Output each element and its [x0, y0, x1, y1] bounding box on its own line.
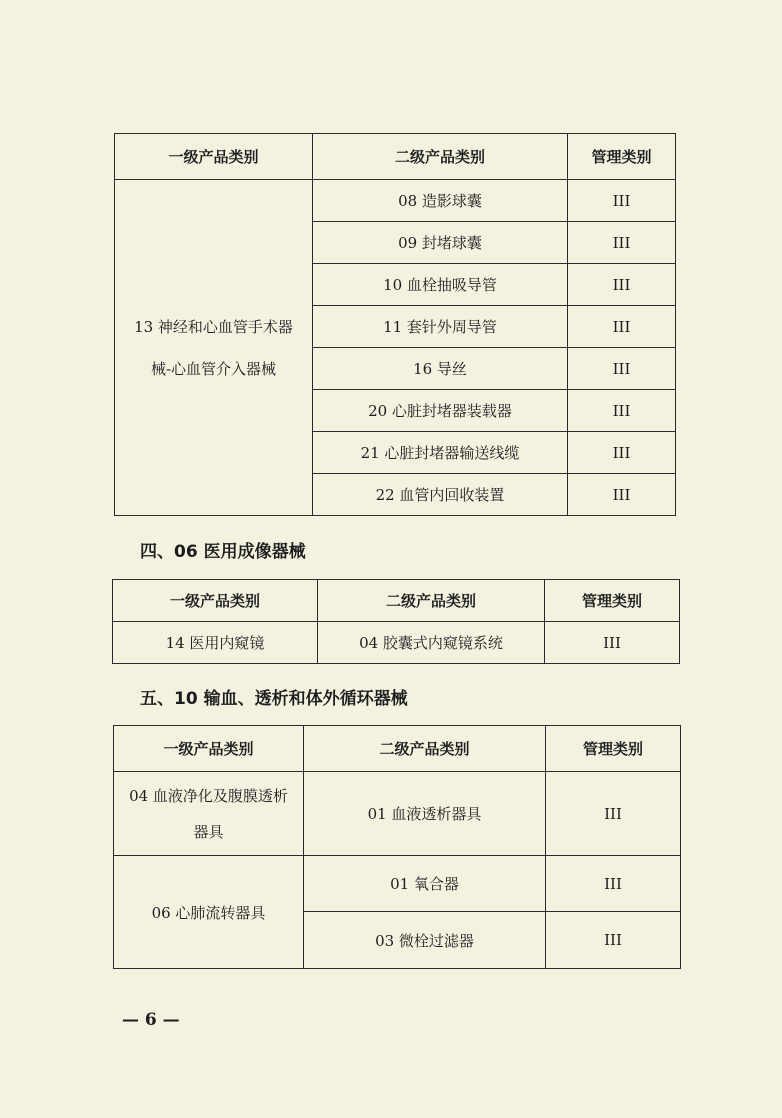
section-heading-imaging: 四、06 医用成像器械	[140, 542, 306, 562]
header-primary: 一级产品类别	[113, 580, 318, 622]
header-class: 管理类别	[546, 726, 681, 772]
section-heading-dialysis: 五、10 输血、透析和体外循环器械	[140, 689, 408, 709]
secondary-category: 10 血栓抽吸导管	[313, 264, 568, 306]
management-class: III	[568, 348, 676, 390]
secondary-category: 03 微栓过滤器	[304, 912, 546, 969]
management-class: III	[568, 180, 676, 222]
primary-category: 13 神经和心血管手术器械-心血管介入器械	[115, 180, 313, 516]
secondary-category: 04 胶囊式内窥镜系统	[318, 622, 545, 664]
management-class: III	[568, 306, 676, 348]
secondary-category: 08 造影球囊	[313, 180, 568, 222]
primary-category: 04 血液净化及腹膜透析器具	[114, 772, 304, 856]
secondary-category: 21 心脏封堵器输送线缆	[313, 432, 568, 474]
header-primary: 一级产品类别	[115, 134, 313, 180]
secondary-category: 22 血管内回收装置	[313, 474, 568, 516]
header-class: 管理类别	[568, 134, 676, 180]
management-class: III	[568, 474, 676, 516]
secondary-category: 16 导丝	[313, 348, 568, 390]
management-class: III	[568, 390, 676, 432]
table-imaging	[112, 579, 680, 664]
secondary-category: 09 封堵球囊	[313, 222, 568, 264]
management-class: III	[568, 432, 676, 474]
table-cardiovascular	[114, 133, 676, 516]
management-class: III	[545, 622, 680, 664]
management-class: III	[568, 222, 676, 264]
secondary-category: 20 心脏封堵器装载器	[313, 390, 568, 432]
management-class: III	[546, 912, 681, 969]
table-dialysis	[113, 725, 681, 969]
primary-category: 06 心肺流转器具	[114, 856, 304, 969]
secondary-category: 11 套针外周导管	[313, 306, 568, 348]
header-secondary: 二级产品类别	[318, 580, 545, 622]
primary-category: 14 医用内窥镜	[113, 622, 318, 664]
secondary-category: 01 氧合器	[304, 856, 546, 912]
header-primary: 一级产品类别	[114, 726, 304, 772]
header-secondary: 二级产品类别	[304, 726, 546, 772]
secondary-category: 01 血液透析器具	[304, 772, 546, 856]
header-class: 管理类别	[545, 580, 680, 622]
page-number: — 6 —	[122, 1010, 180, 1030]
header-secondary: 二级产品类别	[313, 134, 568, 180]
management-class: III	[546, 856, 681, 912]
management-class: III	[568, 264, 676, 306]
management-class: III	[546, 772, 681, 856]
